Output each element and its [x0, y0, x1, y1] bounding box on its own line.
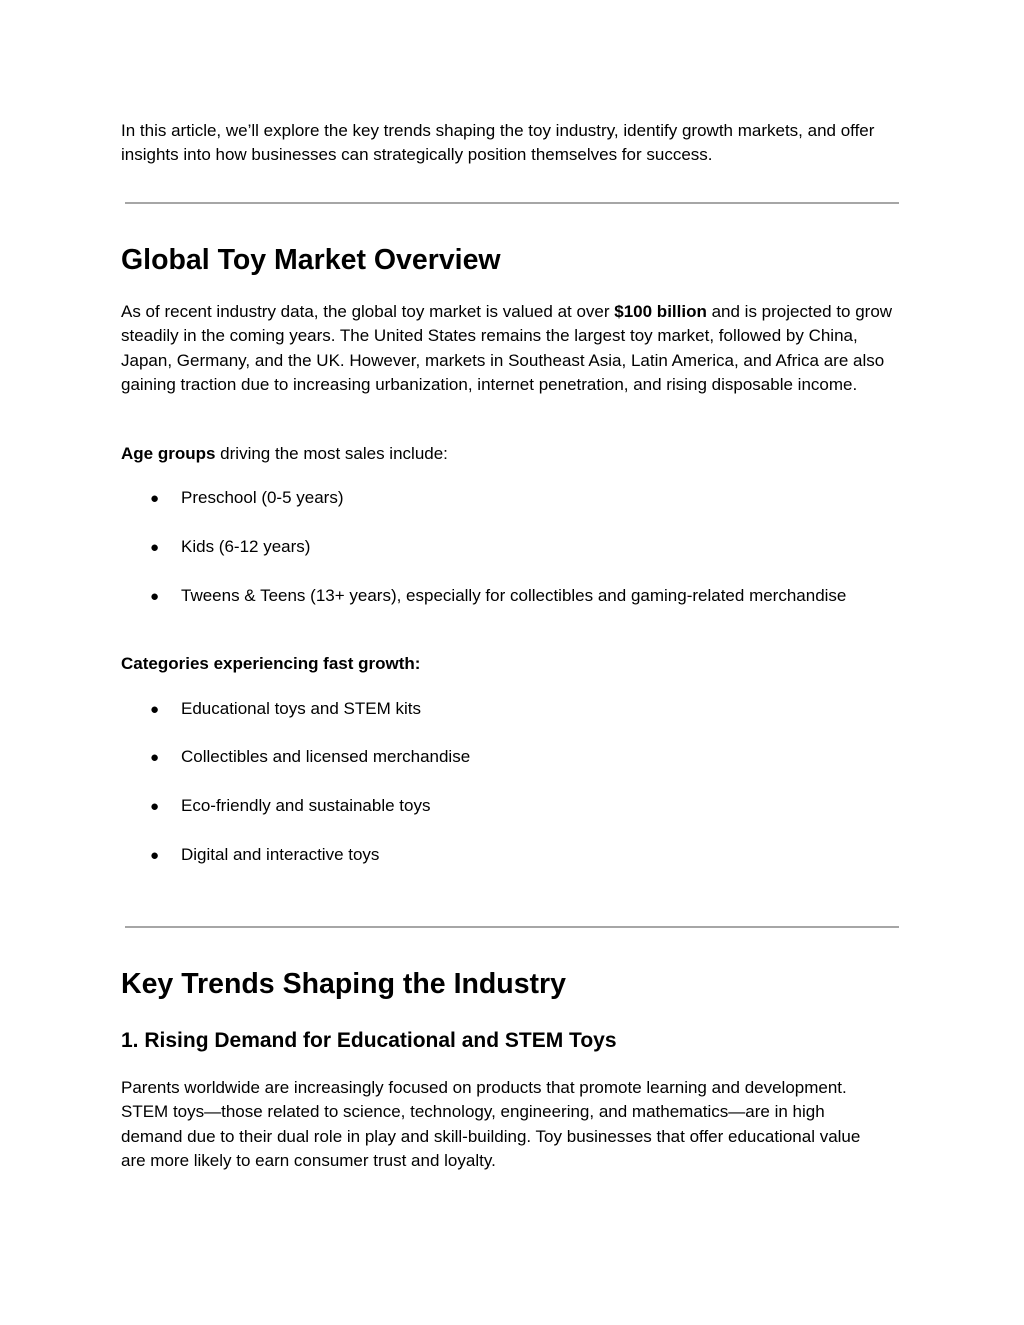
list-item-text: Educational toys and STEM kits	[181, 699, 422, 718]
overview-heading: Global Toy Market Overview	[121, 244, 501, 276]
section-divider	[125, 202, 899, 204]
bullet-icon: ●	[150, 847, 160, 864]
bullet-icon: ●	[150, 490, 160, 507]
intro-paragraph: In this article, we’ll explore the key trends shaping the toy industry, identify growth markets, and offer insights into how businesses can strategically position themselves for success.	[121, 121, 875, 165]
market-value-bold: $100 billion	[614, 302, 707, 321]
categories-heading: Categories experiencing fast growth:	[121, 654, 421, 673]
age-groups-intro	[121, 442, 921, 466]
list-item	[150, 535, 310, 560]
bullet-icon: ●	[150, 588, 160, 605]
age-groups-rest: driving the most sales include:	[215, 444, 448, 463]
list-item-text: Kids (6-12 years)	[181, 537, 311, 556]
overview-text-end: and is projected to grow steadily in the coming years. The United States remains the largest toy market, followed by China, Japan, Germany, and the UK. However, markets in Southeast Asia, Latin America, and Africa are also gaining traction due to increasing urbanization, internet penetration, and rising disposable income.	[121, 302, 893, 395]
list-item-text: Preschool (0-5 years)	[181, 488, 344, 507]
list-item	[150, 745, 470, 770]
list-item	[150, 584, 846, 609]
list-item	[150, 843, 379, 868]
list-item	[150, 486, 344, 511]
list-item-text: Eco-friendly and sustainable toys	[181, 796, 431, 815]
bullet-icon: ●	[150, 798, 160, 815]
overview-text-start: As of recent industry data, the global toy market is valued at over	[121, 302, 615, 321]
trends-heading: Key Trends Shaping the Industry	[121, 968, 566, 1000]
age-groups-bold: Age groups	[121, 444, 216, 463]
list-item-text: Collectibles and licensed merchandise	[181, 747, 471, 766]
section-divider	[125, 926, 899, 928]
stem-subheading: 1. Rising Demand for Educational and STEM Toys	[121, 1029, 617, 1052]
list-item-text: Tweens & Teens (13+ years), especially for collectibles and gaming-related merchandise	[181, 586, 847, 605]
stem-paragraph: Parents worldwide are increasingly focused on products that promote learning and development. STEM toys—those related to science, technology, engineering, and mathematics—are in high demand due to their dual role in play and skill-building. Toy businesses that offer educational value are more likely to earn consumer trust and loyalty.	[121, 1078, 861, 1171]
list-item	[150, 794, 430, 819]
list-item-text: Digital and interactive toys	[181, 845, 380, 864]
bullet-icon: ●	[150, 701, 160, 718]
bullet-icon: ●	[150, 539, 160, 556]
bullet-icon: ●	[150, 749, 160, 766]
overview-paragraph	[121, 300, 911, 398]
list-item	[150, 697, 421, 722]
